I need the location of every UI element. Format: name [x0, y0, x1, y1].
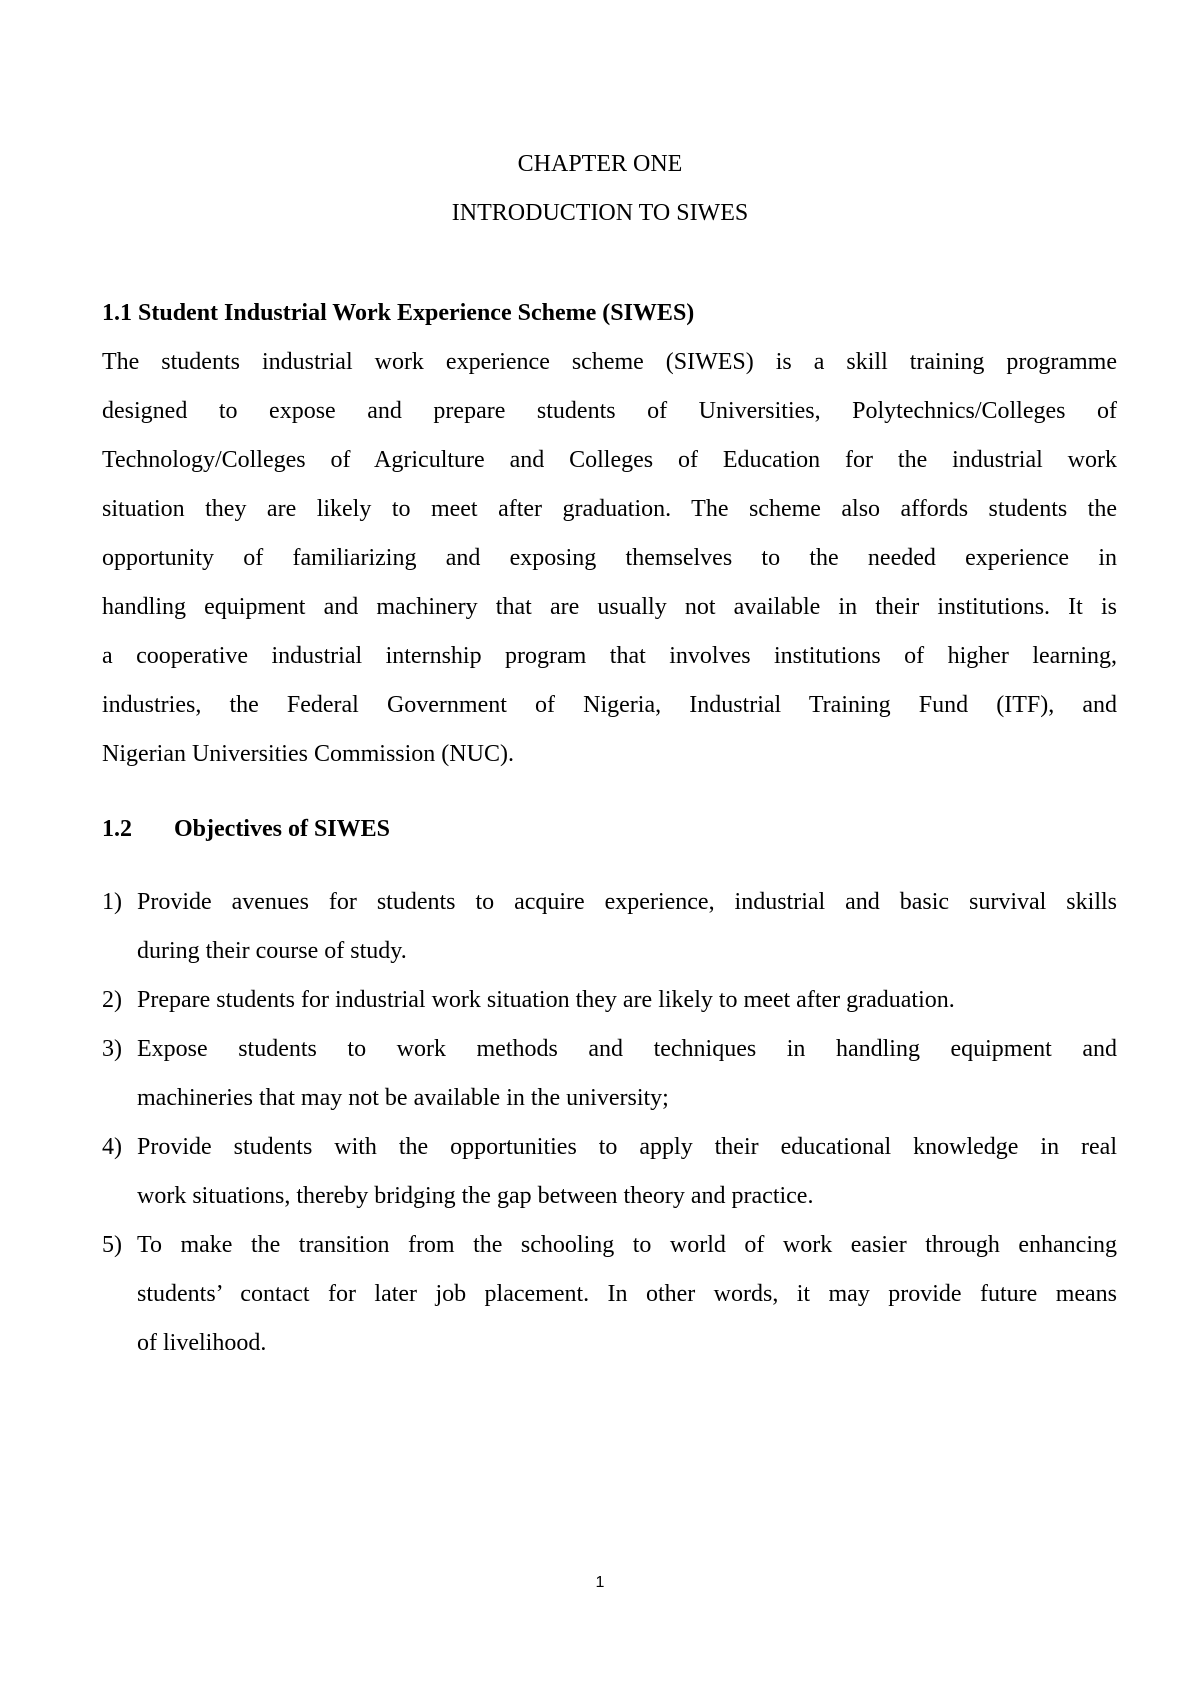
list-item-line: of livelihood. — [137, 1330, 267, 1356]
paragraph-line: a cooperative industrial internship program that involves institutions of higher learning, — [102, 643, 1117, 669]
page-number: 1 — [595, 1574, 605, 1591]
list-marker: 3) — [102, 1036, 122, 1062]
paragraph-line: designed to expose and prepare students of Universities, Polytechnics/Colleges of — [102, 398, 1117, 424]
chapter-subtitle: INTRODUCTION TO SIWES — [451, 200, 749, 226]
list-marker: 2) — [102, 987, 122, 1013]
list-item — [102, 1221, 1117, 1368]
list-item-line: work situations, thereby bridging the gap between theory and practice. — [137, 1183, 814, 1209]
list-marker: 5) — [102, 1232, 122, 1258]
section-heading-1-2 — [102, 815, 390, 843]
paragraph-line: opportunity of familiarizing and exposing themselves to the needed experience in — [102, 545, 1117, 571]
paragraph-line: The students industrial work experience scheme (SIWES) is a skill training programme — [102, 349, 1117, 375]
list-item — [102, 1025, 1117, 1123]
list-marker: 4) — [102, 1134, 122, 1160]
chapter-title: CHAPTER ONE — [517, 151, 683, 177]
paragraph-line: Technology/Colleges of Agriculture and Colleges of Education for the industrial work — [102, 447, 1117, 473]
intro-paragraph — [102, 338, 1117, 779]
section-heading-1-1: 1.1 Student Industrial Work Experience Scheme (SIWES) — [102, 300, 695, 326]
paragraph-line: industries, the Federal Government of Nigeria, Industrial Training Fund (ITF), and — [102, 692, 1117, 718]
section-number: 1.2 — [102, 816, 132, 842]
list-item — [102, 878, 1117, 976]
list-item-line: Provide avenues for students to acquire experience, industrial and basic survival skills — [137, 889, 1117, 915]
list-item-line: Prepare students for industrial work situation they are likely to meet after graduation. — [137, 987, 955, 1013]
list-item — [102, 1123, 1117, 1221]
list-item-line: students’ contact for later job placement. In other words, it may provide future means — [137, 1281, 1117, 1307]
list-marker: 1) — [102, 889, 122, 915]
list-item-line: Provide students with the opportunities to apply their educational knowledge in real — [137, 1134, 1117, 1160]
list-item — [102, 976, 1117, 1025]
paragraph-line: Nigerian Universities Commission (NUC). — [102, 741, 514, 767]
objectives-list — [102, 878, 1117, 1368]
paragraph-line: situation they are likely to meet after graduation. The scheme also affords students the — [102, 496, 1117, 522]
paragraph-line: handling equipment and machinery that are usually not available in their institutions. It is — [102, 594, 1117, 620]
section-title: Objectives of SIWES — [174, 816, 390, 842]
list-item-line: during their course of study. — [137, 938, 407, 964]
list-item-line: Expose students to work methods and techniques in handling equipment and — [137, 1036, 1117, 1062]
list-item-line: machineries that may not be available in the university; — [137, 1085, 669, 1111]
list-item-line: To make the transition from the schooling to world of work easier through enhancing — [137, 1232, 1117, 1258]
